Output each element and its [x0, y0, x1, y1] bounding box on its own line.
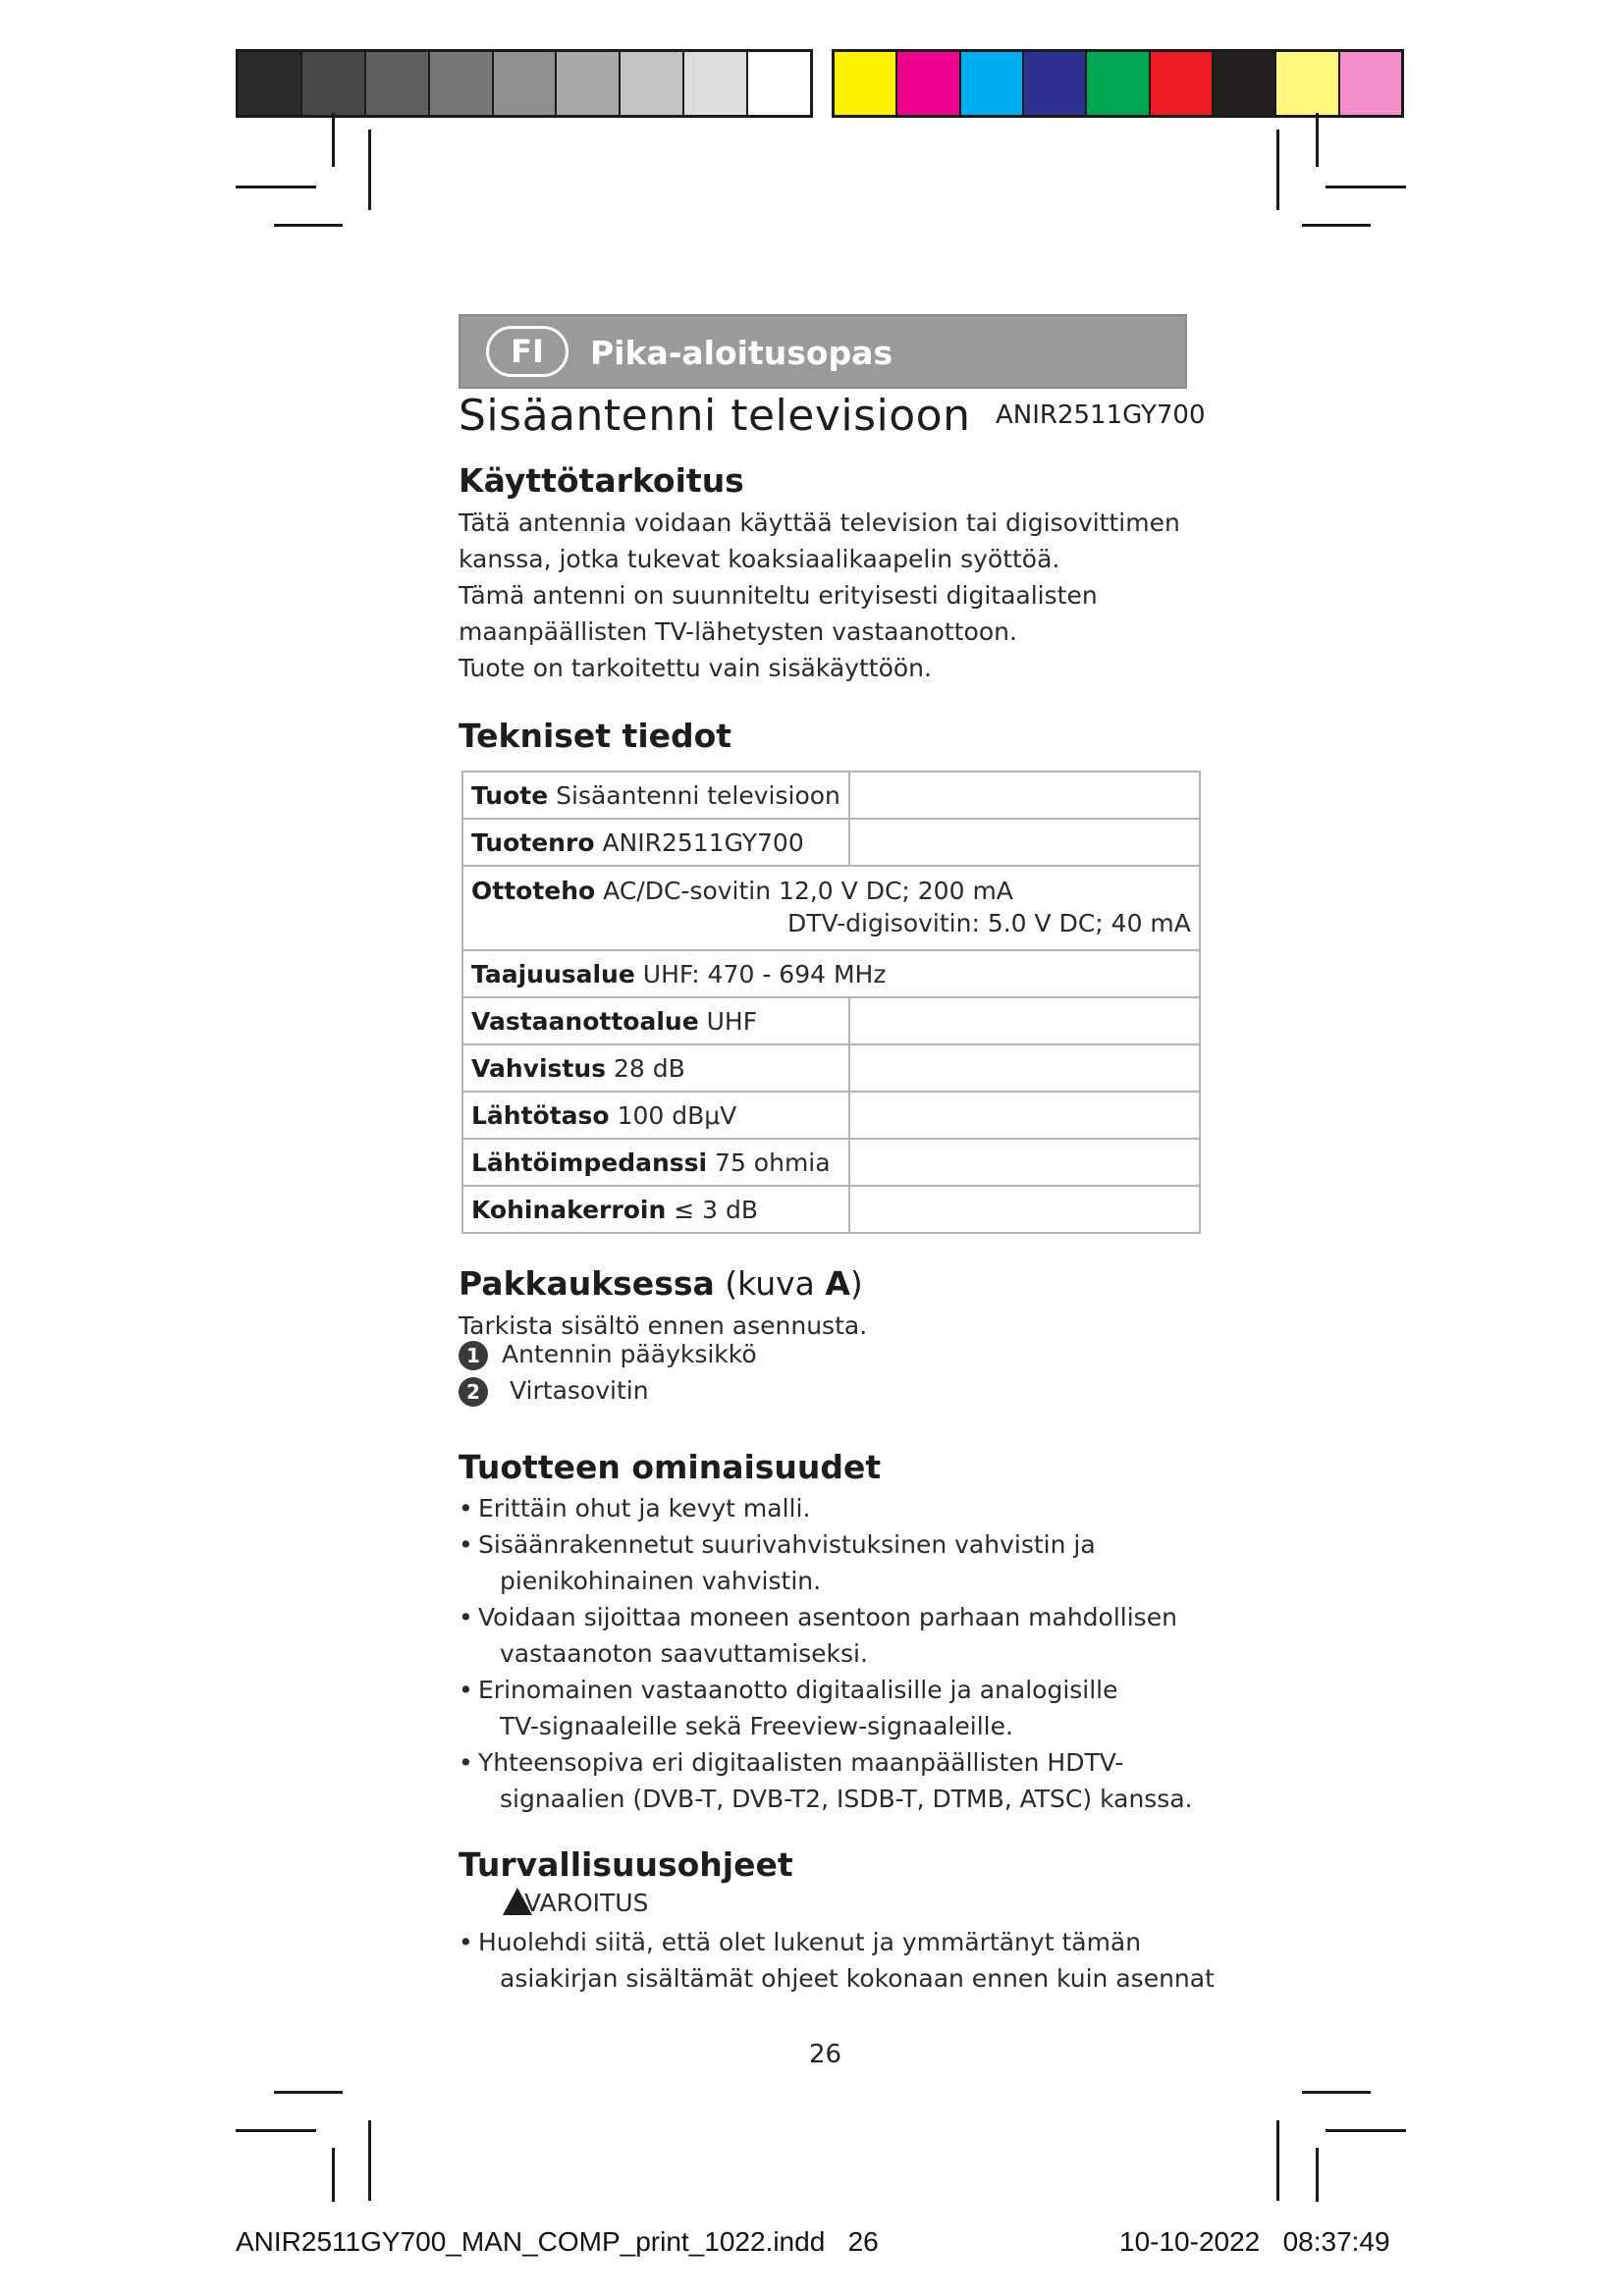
grayscale-color-bar — [236, 49, 813, 118]
spec-value: UHF: 470 - 694 MHz — [642, 959, 887, 988]
list-item — [459, 1924, 1215, 1997]
crop-mark — [1276, 130, 1279, 210]
crop-mark — [368, 130, 371, 210]
features-heading: Tuotteen ominaisuudet — [459, 1448, 882, 1486]
crop-mark — [236, 186, 316, 188]
item-text-continued: TV-signaaleille sekä Freeview-signaaleille. — [500, 1712, 1013, 1740]
spec-cell — [462, 1186, 849, 1233]
spec-label: Taajuusalue — [471, 959, 635, 988]
warning-text: VAROITUS — [524, 1889, 649, 1917]
spec-cell — [462, 997, 849, 1044]
color-swatch — [1276, 52, 1339, 115]
package-heading-bold: Pakkauksessa — [459, 1264, 715, 1303]
spec-value: ANIR2511GY700 — [602, 828, 804, 857]
spec-label: Vahvistus — [471, 1053, 607, 1083]
gray-swatch — [748, 52, 810, 115]
spec-label: Vastaanottoalue — [471, 1006, 699, 1036]
item-text-continued: vastaanoton saavuttamiseksi. — [500, 1639, 868, 1668]
spec-label: Lähtöimpedanssi — [471, 1148, 708, 1177]
slug-filename: ANIR2511GY700_MAN_COMP_print_1022.indd 26 — [236, 2226, 879, 2257]
package-intro: Tarkista sisältö ennen asennusta. — [459, 1311, 868, 1340]
gray-swatch — [684, 52, 748, 115]
crop-mark — [1276, 2120, 1279, 2201]
table-row — [462, 772, 1200, 819]
color-swatch — [1214, 52, 1276, 115]
crop-mark — [1316, 2148, 1319, 2202]
slug-time: 08:37:49 — [1282, 2226, 1390, 2257]
slug-datetime — [1119, 2226, 1390, 2258]
spec-cell-empty — [849, 997, 1200, 1044]
process-color-bar — [832, 49, 1404, 118]
table-row — [462, 1092, 1200, 1139]
spec-cell-empty — [849, 772, 1200, 819]
crop-mark — [332, 113, 335, 167]
item-number-badge: 2 — [459, 1377, 488, 1407]
crop-mark — [1316, 113, 1319, 167]
spec-value: AC/DC-sovitin 12,0 V DC; 200 mA — [603, 877, 1013, 905]
page-number: 26 — [809, 2040, 842, 2069]
spec-value: ≤ 3 dB — [674, 1195, 758, 1224]
spec-value-secondary: DTV-digisovitin: 5.0 V DC; 40 mA — [787, 909, 1191, 937]
spec-value: UHF — [706, 1006, 758, 1036]
item-text: Sisäänrakennetut suurivahvistuksinen vahvistin ja — [478, 1530, 1096, 1559]
band-title: Pika-aloitusopas — [590, 334, 893, 372]
purpose-text — [459, 505, 1180, 686]
crop-mark — [236, 2129, 316, 2132]
warning-triangle-icon — [503, 1888, 532, 1915]
spec-cell — [462, 772, 849, 819]
color-swatch — [1024, 52, 1087, 115]
color-swatch — [897, 52, 960, 115]
item-text-continued: signaalien (DVB-T, DVB-T2, ISDB-T, DTMB, ATSC) kanssa. — [500, 1785, 1193, 1813]
table-row — [462, 950, 1200, 997]
spec-cell-empty — [849, 1139, 1200, 1186]
color-swatch — [1087, 52, 1150, 115]
language-code-badge: FI — [486, 326, 568, 377]
model-number: ANIR2511GY700 — [996, 400, 1206, 430]
spec-cell — [462, 819, 849, 866]
table-row — [462, 997, 1200, 1044]
spec-label: Ottoteho — [471, 877, 596, 905]
spec-label: Tuote — [471, 780, 549, 810]
package-heading-open: (kuva — [714, 1264, 826, 1303]
language-band — [459, 314, 1187, 389]
spec-cell — [462, 950, 1200, 997]
item-number-badge: 1 — [459, 1341, 488, 1370]
item-text: Erinomainen vastaanotto digitaalisille ja analogisille — [478, 1676, 1118, 1704]
purpose-heading: Käyttötarkoitus — [459, 461, 744, 500]
package-list — [459, 1340, 757, 1413]
spec-table — [461, 771, 1201, 1234]
item-text-continued: pienikohinainen vahvistin. — [500, 1567, 822, 1595]
crop-mark — [1302, 2091, 1371, 2094]
item-text-continued: asiakirjan sisältämät ohjeet kokonaan ennen kuin asennat — [500, 1964, 1215, 1993]
warning-label — [503, 1888, 648, 1917]
spec-cell-empty — [849, 1186, 1200, 1233]
specs-heading: Tekniset tiedot — [459, 717, 732, 755]
list-item — [459, 1744, 1193, 1817]
crop-mark — [274, 224, 343, 227]
list-item — [459, 1526, 1193, 1599]
spec-label: Tuotenro — [471, 828, 595, 857]
item-text: Yhteensopiva eri digitaalisten maanpäällisten HDTV- — [478, 1748, 1124, 1777]
crop-mark — [332, 2148, 335, 2202]
gray-swatch — [430, 52, 494, 115]
crop-mark — [274, 2091, 343, 2094]
text-line: kanssa, jotka tukevat koaksiaalikaapelin syöttöä. — [459, 545, 1060, 573]
text-line: Tämä antenni on suunniteltu erityisesti digitaalisten — [459, 581, 1098, 610]
spec-value: Sisäantenni televisioon — [556, 780, 840, 810]
spec-label: Lähtötaso — [471, 1100, 610, 1130]
safety-list — [459, 1924, 1215, 1997]
gray-swatch — [302, 52, 366, 115]
features-list — [459, 1490, 1193, 1817]
spec-cell-empty — [849, 1092, 1200, 1139]
text-line: Tuote on tarkoitettu vain sisäkäyttöön. — [459, 654, 932, 682]
list-item — [459, 1376, 757, 1413]
list-item — [459, 1672, 1193, 1744]
item-text: Virtasovitin — [510, 1376, 649, 1405]
package-heading-close: ) — [849, 1264, 863, 1303]
item-text: Huolehdi siitä, että olet lukenut ja ymmärtänyt tämän — [478, 1928, 1142, 1956]
table-row — [462, 1186, 1200, 1233]
item-text: Erittäin ohut ja kevyt malli. — [478, 1494, 811, 1522]
item-text: Antennin pääyksikkö — [502, 1340, 757, 1368]
spec-cell — [462, 1044, 849, 1092]
crop-mark — [368, 2120, 371, 2201]
crop-mark — [1302, 224, 1371, 227]
crop-mark — [1326, 186, 1406, 188]
list-item — [459, 1599, 1193, 1672]
spec-cell-empty — [849, 1044, 1200, 1092]
text-line: maanpäällisten TV-lähetysten vastaanottoon. — [459, 617, 1017, 646]
slug-date: 10-10-2022 — [1119, 2226, 1261, 2257]
color-swatch — [835, 52, 897, 115]
gray-swatch — [494, 52, 558, 115]
spec-cell — [462, 1139, 849, 1186]
table-row — [462, 1044, 1200, 1092]
spec-cell — [462, 1092, 849, 1139]
crop-mark — [1326, 2129, 1406, 2132]
gray-swatch — [366, 52, 430, 115]
list-item — [459, 1340, 757, 1376]
list-item — [459, 1490, 1193, 1526]
spec-value: 100 dBμV — [617, 1100, 737, 1130]
table-row — [462, 1139, 1200, 1186]
color-swatch — [1151, 52, 1214, 115]
document-title: Sisäantenni televisioon — [459, 391, 971, 441]
color-swatch — [1340, 52, 1401, 115]
spec-value: 28 dB — [613, 1053, 685, 1083]
spec-cell-empty — [849, 819, 1200, 866]
safety-heading: Turvallisuusohjeet — [459, 1845, 793, 1884]
package-heading — [459, 1264, 863, 1303]
package-heading-letter: A — [825, 1264, 850, 1303]
table-row — [462, 819, 1200, 866]
spec-label: Kohinakerroin — [471, 1195, 667, 1224]
color-swatch — [961, 52, 1024, 115]
spec-cell — [462, 866, 1200, 950]
gray-swatch — [557, 52, 621, 115]
spec-value: 75 ohmia — [715, 1148, 831, 1177]
gray-swatch — [621, 52, 684, 115]
table-row — [462, 866, 1200, 950]
text-line: Tätä antennia voidaan käyttää television tai digisovittimen — [459, 508, 1180, 537]
item-text: Voidaan sijoittaa moneen asentoon parhaan mahdollisen — [478, 1603, 1177, 1631]
gray-swatch — [239, 52, 302, 115]
